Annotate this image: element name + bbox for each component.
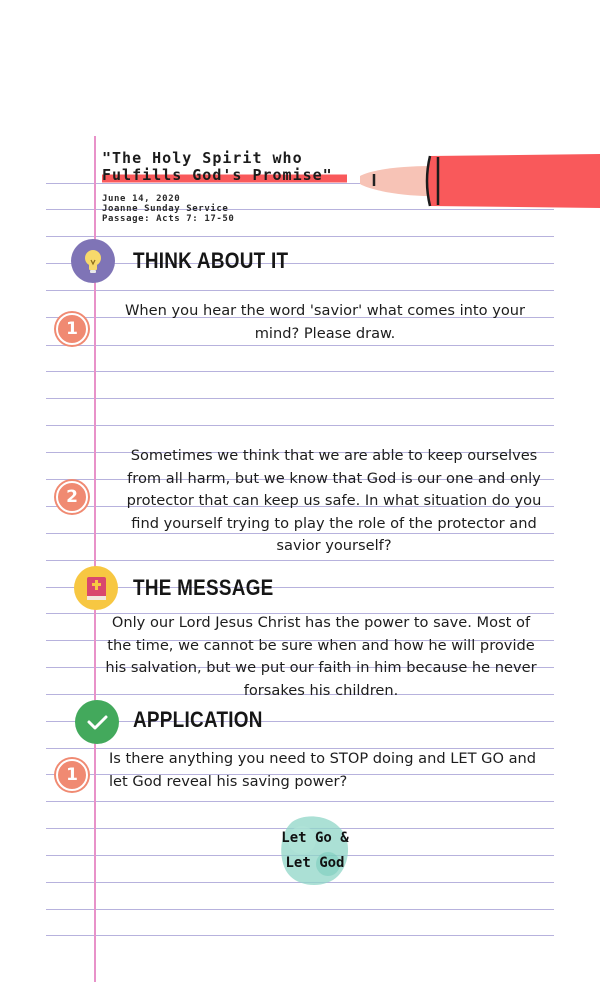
question-number-badge: 2 xyxy=(56,481,88,513)
section-title-think: THINK ABOUT IT xyxy=(133,248,289,273)
let-go-stamp xyxy=(272,826,358,876)
ruled-line xyxy=(46,398,554,399)
section-title-application: APPLICATION xyxy=(133,707,263,732)
ruled-line xyxy=(46,236,554,237)
application-question-text: Is there anything you need to STOP doing and LET GO and let God reveal his saving power? xyxy=(109,750,537,790)
lightbulb-icon xyxy=(71,239,115,283)
scripture-passage: Passage: Acts 7: 17-50 xyxy=(102,214,235,224)
section-title-message: THE MESSAGE xyxy=(133,575,274,600)
service-date: June 14, 2020 xyxy=(102,194,181,204)
ruled-line xyxy=(46,560,554,561)
ruled-line xyxy=(46,909,554,910)
highlighter-icon xyxy=(360,148,600,214)
question-2-text: Sometimes we think that we are able to keep ourselves from all harm, but we know that God is our one and only protector that can keep us safe. In what situation do you find yourself trying to play the role of the protector and savior yourself? xyxy=(126,447,542,554)
question-number-badge: 1 xyxy=(56,759,88,791)
question-number-badge: 1 xyxy=(56,313,88,345)
message-text: Only our Lord Jesus Christ has the power to save. Most of the time, we cannot be sure when and how he will provide his salvation, but we put our faith in him because he never forsakes his children. xyxy=(105,614,537,699)
ruled-line xyxy=(46,801,554,802)
ruled-line xyxy=(46,587,554,588)
title-line-2: Fulfills God's Promise" xyxy=(102,167,347,184)
ruled-line xyxy=(46,290,554,291)
title-line-1: "The Holy Spirit who xyxy=(102,149,303,167)
ruled-line xyxy=(46,371,554,372)
checkmark-icon xyxy=(75,700,119,744)
page-title xyxy=(102,150,362,184)
ruled-line xyxy=(46,721,554,722)
ruled-line xyxy=(46,263,554,264)
service-name: Joanne Sunday Service xyxy=(102,204,229,214)
ruled-line xyxy=(46,345,554,346)
service-meta xyxy=(102,194,234,224)
stamp-line-1: Let Go & xyxy=(281,830,349,846)
stamp-line-2: Let God xyxy=(285,855,345,871)
ruled-line xyxy=(46,425,554,426)
bible-icon xyxy=(74,566,118,610)
question-1-text: When you hear the word 'savior' what comes into your mind? Please draw. xyxy=(124,302,526,342)
ruled-line xyxy=(46,935,554,936)
